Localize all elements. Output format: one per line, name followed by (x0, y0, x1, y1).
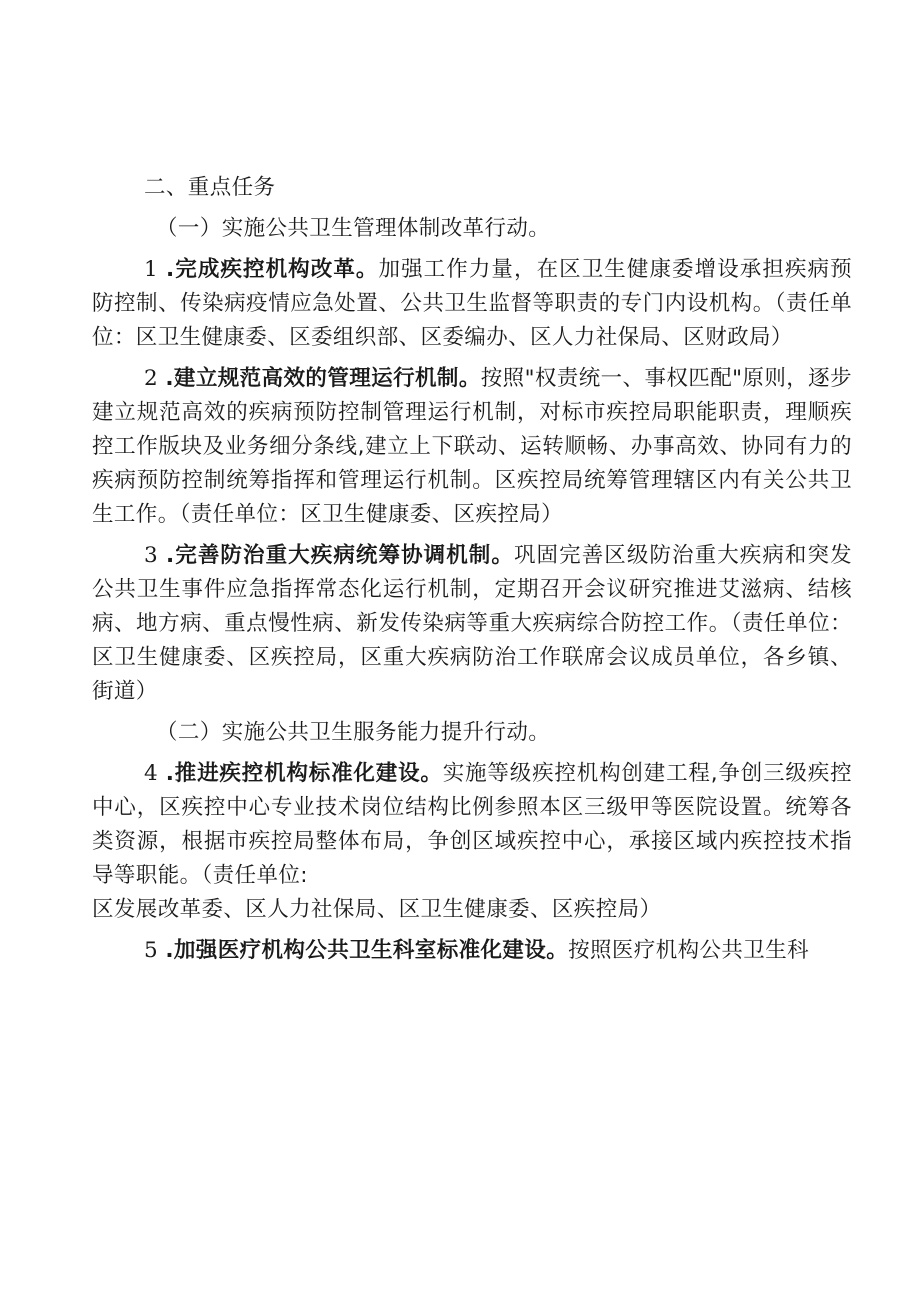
task-title: .完成疾控机构改革。 (166, 257, 379, 282)
task-body: 按照医疗机构公共卫生科 (568, 938, 810, 963)
subsection-heading-2: （二）实施公共卫生服务能力提升行动。 (156, 720, 551, 745)
section-heading: 二、重点任务 (144, 175, 276, 200)
document-body (92, 171, 852, 975)
task-body: 按照"权责统一、事权匹配"原则，逐步建立规范高效的疾病预防控制管理运行机制，对标市疾控局职能职责，理顺疾控工作版块及业务细分条线,建立上下联动、运转顺畅、办事高效、协同有力的疾病预防控制统筹指挥和管理运行机制。区疾控局统筹管理辖区内有关公共卫生工作。（责任单位：区卫生健康委、区疾控局） (92, 366, 852, 527)
task-title: .推进疾控机构标准化建设。 (165, 761, 443, 786)
task-number: 4 (144, 761, 159, 786)
task-title: .建立规范高效的管理运行机制。 (165, 366, 481, 391)
task-title: .加强医疗机构公共卫生科室标准化建设。 (165, 938, 569, 963)
task-item-4 (92, 757, 852, 893)
task-number: 3 (144, 543, 159, 568)
task-number: 1 (144, 257, 159, 282)
task-number: 5 (144, 938, 159, 963)
task-body: 加强工作力量，在区卫生健康委增设承担疾病预防控制、传染病疫情应急处置、公共卫生监督等职责的专门内设机构。（责任单位：区卫生健康委、区委组织部、区委编办、区人力社保局、区财政局） (92, 257, 853, 350)
subsection-heading-1: （一）实施公共卫生管理体制改革行动。 (156, 216, 551, 241)
task-item-4-continuation: 区发展改革委、区人力社保局、区卫生健康委、区疾控局） (92, 897, 662, 922)
task-body: 实施等级疾控机构创建工程,争创三级疾控中心，区疾控中心专业技术岗位结构比例参照本区三级甲等医院设置。统筹各类资源，根据市疾控局整体布局，争创区域疾控中心，承接区域内疾控技术指导等职能。（责任单位: (92, 761, 852, 888)
task-body: 巩固完善区级防治重大疾病和突发公共卫生事件应急指挥常态化运行机制，定期召开会议研究推进艾滋病、结核病、地方病、重点慢性病、新发传染病等重大疾病综合防控工作。（责任单位：区卫生健康委、区疾控局，区重大疾病防治工作联席会议成员单位，各乡镇、街道） (92, 543, 852, 704)
task-item-2 (92, 362, 852, 532)
task-number: 2 (144, 366, 159, 391)
task-item-5 (92, 934, 852, 968)
task-item-3 (92, 539, 852, 709)
task-item-1 (92, 253, 852, 355)
task-title: .完善防治重大疾病统筹协调机制。 (166, 543, 514, 568)
